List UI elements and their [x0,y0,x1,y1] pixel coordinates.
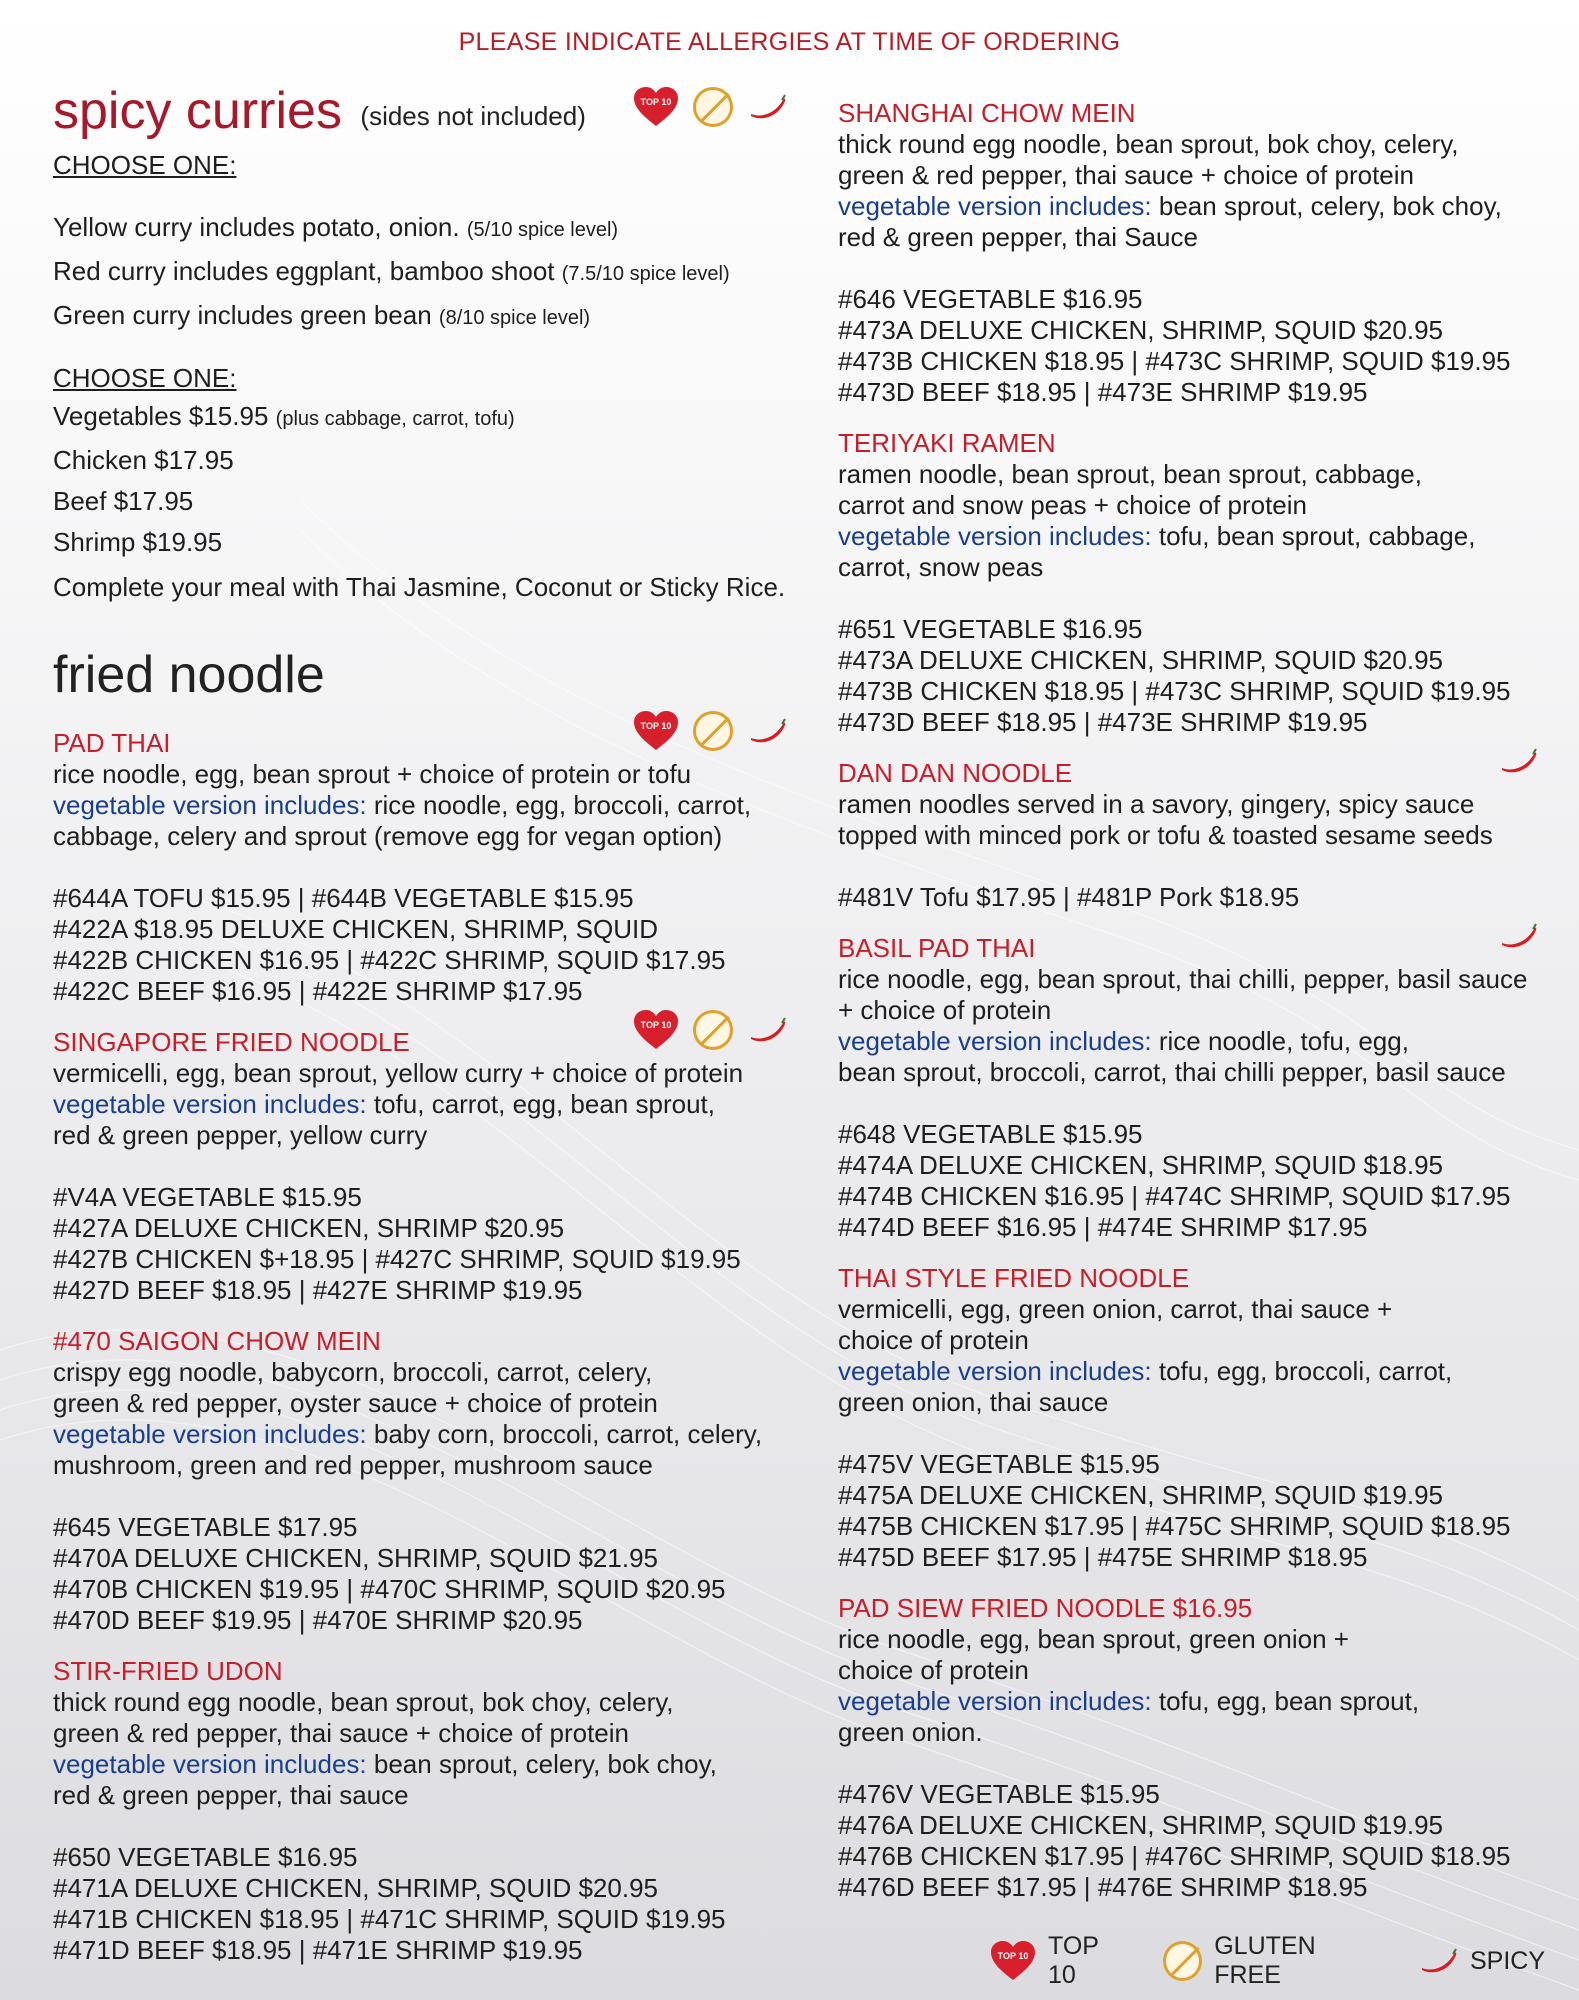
veg-version-label: vegetable version includes: [53,1089,367,1119]
curry-protein-text: Vegetables $15.95 [53,401,269,431]
price-line: #476V VEGETABLE $15.95 [838,1779,1160,1809]
dish-vegetable-version [53,1450,813,1481]
chili-pepper-icon [747,716,787,746]
dish-vegetable-version [53,1419,813,1450]
curry-complete-meal: Complete your meal with Thai Jasmine, Coconut or Sticky Rice. [53,572,786,602]
curries-title: spicy curries [53,82,342,140]
price-line: #476B CHICKEN $17.95 | #476C SHRIMP, SQUID $18.95 [838,1841,1511,1871]
price-line: #650 VEGETABLE $16.95 [53,1842,358,1872]
price-line: #475A DELUXE CHICKEN, SHRIMP, SQUID $19.95 [838,1480,1443,1510]
price-line: #V4A VEGETABLE $15.95 [53,1182,362,1212]
price-line: #422A $18.95 DELUXE CHICKEN, SHRIMP, SQUID [53,914,658,944]
dish-price-list [53,883,813,1007]
gluten-free-icon [1163,1941,1202,1981]
gluten-free-icon [693,1010,733,1050]
veg-version-text: rice noodle, egg, broccoli, carrot, [373,790,752,820]
curry-type-note: (5/10 spice level) [466,219,619,241]
dish-price-list [838,284,1566,408]
veg-version-text: tofu, carrot, egg, bean sprout, [373,1089,715,1119]
curry-protein-shrimp: Shrimp $19.95 [53,527,223,557]
dish-item [838,1263,1566,1573]
legend-top10 [990,1932,1129,1990]
dish-price-list [838,614,1566,738]
dish-vegetable-version [838,1057,1566,1088]
price-line: #474A DELUXE CHICKEN, SHRIMP, SQUID $18.95 [838,1150,1443,1180]
legend-gluten-free [1163,1932,1384,1990]
dish-description: ramen noodles served in a savory, gingery, spicy sauce [838,789,1475,819]
top10-heart-label: TOP 10 [997,1951,1029,1961]
dish-badges [1498,921,1538,951]
price-line: #471D BEEF $18.95 | #471E SHRIMP $19.95 [53,1935,583,1965]
top10-heart-icon [633,710,679,752]
dish-description: carrot and snow peas + choice of protein [838,490,1308,520]
dish-name: DAN DAN NOODLE [838,758,1073,788]
curry-type-text: Red curry includes eggplant, bamboo shoot [53,256,555,286]
curries-title-row [53,84,813,146]
veg-version-text: cabbage, celery and sprout (remove egg for vegan option) [53,821,723,851]
price-line: #470A DELUXE CHICKEN, SHRIMP, SQUID $21.95 [53,1543,658,1573]
price-line: #646 VEGETABLE $16.95 [838,284,1143,314]
dish-price-list [838,882,1566,913]
dish-vegetable-version [53,1089,813,1120]
price-line: #475B CHICKEN $17.95 | #475C SHRIMP, SQUID $18.95 [838,1511,1511,1541]
top10-heart-icon [633,86,679,128]
dish-vegetable-version [53,1780,813,1811]
dish-description: rice noodle, egg, bean sprout, thai chilli, pepper, basil sauce [838,964,1528,994]
dish-name: THAI STYLE FRIED NOODLE [838,1263,1190,1293]
veg-version-label: vegetable version includes: [838,191,1152,221]
chili-pepper-icon [1498,746,1538,776]
price-line: #473B CHICKEN $18.95 | #473C SHRIMP, SQUID $19.95 [838,676,1511,706]
price-line: #427B CHICKEN $+18.95 | #427C SHRIMP, SQUID $19.95 [53,1244,741,1274]
veg-version-text: bean sprout, celery, bok choy, [1158,191,1502,221]
dish-vegetable-version [838,1356,1566,1387]
dish-item [53,1656,813,1966]
dish-badges [633,710,787,752]
dish-item [838,758,1566,913]
price-line: #645 VEGETABLE $17.95 [53,1512,358,1542]
veg-version-text: rice noodle, tofu, egg, [1158,1026,1409,1056]
price-line: #422B CHICKEN $16.95 | #422C SHRIMP, SQUID $17.95 [53,945,726,975]
dish-vegetable-version [838,222,1566,253]
legend-spicy [1418,1946,1545,1976]
price-line: #473D BEEF $18.95 | #473E SHRIMP $19.95 [838,707,1368,737]
price-line: #474B CHICKEN $16.95 | #474C SHRIMP, SQUID $17.95 [838,1181,1511,1211]
price-line: #481V Tofu $17.95 | #481P Pork $18.95 [838,882,1300,912]
dish-vegetable-version [53,1749,813,1780]
chili-pepper-icon [1498,921,1538,951]
curry-protein-note: (plus cabbage, carrot, tofu) [275,408,515,430]
veg-version-text: bean sprout, celery, bok choy, [373,1749,717,1779]
dish-vegetable-version [838,191,1566,222]
price-line: #471B CHICKEN $18.95 | #471C SHRIMP, SQUID $19.95 [53,1904,726,1934]
dish-description: thick round egg noodle, bean sprout, bok choy, celery, [838,129,1459,159]
dish-item [838,98,1566,408]
top10-heart-icon [990,1940,1036,1982]
dish-description: vermicelli, egg, bean sprout, yellow curry + choice of protein [53,1058,744,1088]
price-line: #475V VEGETABLE $15.95 [838,1449,1160,1479]
allergy-banner: PLEASE INDICATE ALLERGIES AT TIME OF ORDERING [458,28,1121,56]
chili-pepper-icon [1418,1946,1458,1976]
curry-type-list [53,207,813,339]
dish-description: vermicelli, egg, green onion, carrot, thai sauce + [838,1294,1393,1324]
price-line: #473A DELUXE CHICKEN, SHRIMP, SQUID $20.95 [838,645,1443,675]
veg-version-text: mushroom, green and red pepper, mushroom sauce [53,1450,653,1480]
top10-heart-label: TOP 10 [640,97,672,107]
left-column [53,84,813,1986]
curries-badges [633,86,787,128]
dish-name: PAD THAI [53,728,171,758]
price-line: #427A DELUXE CHICKEN, SHRIMP $20.95 [53,1213,565,1243]
price-line: #473D BEEF $18.95 | #473E SHRIMP $19.95 [838,377,1368,407]
dish-description: thick round egg noodle, bean sprout, bok choy, celery, [53,1687,674,1717]
price-line: #476A DELUXE CHICKEN, SHRIMP, SQUID $19.95 [838,1810,1443,1840]
dish-description: + choice of protein [838,995,1052,1025]
veg-version-text: carrot, snow peas [838,552,1044,582]
price-line: #470D BEEF $19.95 | #470E SHRIMP $20.95 [53,1605,583,1635]
dish-price-list [838,1119,1566,1243]
veg-version-label: vegetable version includes: [53,790,367,820]
veg-version-text: baby corn, broccoli, carrot, celery, [373,1419,763,1449]
veg-version-label: vegetable version includes: [53,1419,367,1449]
veg-version-text: green onion, thai sauce [838,1387,1109,1417]
fried-noodle-title: fried noodle [53,646,325,704]
dish-item [53,1326,813,1636]
dish-name: SINGAPORE FRIED NOODLE [53,1027,410,1057]
price-line: #651 VEGETABLE $16.95 [838,614,1143,644]
legend [990,1932,1579,1990]
veg-version-label: vegetable version includes: [838,1026,1152,1056]
dish-description: choice of protein [838,1655,1029,1685]
dish-description: rice noodle, egg, bean sprout + choice of protein or tofu [53,759,692,789]
dish-price-list [53,1182,813,1306]
legend-top10-label: TOP 10 [1048,1932,1099,1989]
dish-name: SHANGHAI CHOW MEIN [838,98,1136,128]
veg-version-label: vegetable version includes: [53,1749,367,1779]
dish-vegetable-version [838,1026,1566,1057]
dish-vegetable-version [838,1387,1566,1418]
dish-vegetable-version [53,821,813,852]
dish-vegetable-version [838,521,1566,552]
curry-type-note: (7.5/10 spice level) [561,263,730,285]
price-line: #474D BEEF $16.95 | #474E SHRIMP $17.95 [838,1212,1368,1242]
curry-type-note: (8/10 spice level) [438,307,591,329]
dish-price-list [53,1512,813,1636]
dish-name: STIR-FRIED UDON [53,1656,283,1686]
price-line: #422C BEEF $16.95 | #422E SHRIMP $17.95 [53,976,583,1006]
curry-protein-chicken: Chicken $17.95 [53,445,234,475]
dish-price-list [53,1842,813,1966]
curry-choose-one-2: CHOOSE ONE: [53,363,237,393]
price-line: #476D BEEF $17.95 | #476E SHRIMP $18.95 [838,1872,1368,1902]
veg-version-text: red & green pepper, thai Sauce [838,222,1198,252]
curries-subtitle: (sides not included) [360,100,586,131]
top10-heart-label: TOP 10 [640,1020,672,1030]
curry-type-red [53,251,813,295]
legend-gluten-free-label: GLUTEN FREE [1214,1932,1316,1989]
veg-version-text: tofu, egg, bean sprout, [1158,1686,1420,1716]
gluten-free-icon [693,87,733,127]
chili-pepper-icon [747,92,787,122]
dish-price-list [838,1449,1566,1573]
dish-description: green & red pepper, thai sauce + choice of protein [838,160,1414,190]
curry-protein-beef: Beef $17.95 [53,486,194,516]
right-column [838,98,1566,1923]
left-dish-list [53,721,813,1966]
top10-heart-label: TOP 10 [640,721,672,731]
dish-item [53,721,813,1007]
price-line: #471A DELUXE CHICKEN, SHRIMP, SQUID $20.95 [53,1873,658,1903]
dish-name: BASIL PAD THAI [838,933,1036,963]
veg-version-text: green onion. [838,1717,983,1747]
price-line: #475D BEEF $17.95 | #475E SHRIMP $18.95 [838,1542,1368,1572]
dish-item [53,1020,813,1306]
dish-vegetable-version [838,1686,1566,1717]
veg-version-label: vegetable version includes: [838,1356,1152,1386]
curry-type-yellow [53,207,813,251]
dish-price-list [838,1779,1566,1903]
dish-vegetable-version [838,552,1566,583]
veg-version-text: tofu, bean sprout, cabbage, [1158,521,1476,551]
dish-item [838,1593,1566,1903]
dish-description: rice noodle, egg, bean sprout, green onion + [838,1624,1349,1654]
dish-description: crispy egg noodle, babycorn, broccoli, carrot, celery, [53,1357,653,1387]
dish-vegetable-version [838,1717,1566,1748]
top10-heart-icon [633,1009,679,1051]
price-line: #644A TOFU $15.95 | #644B VEGETABLE $15.95 [53,883,634,913]
dish-item [838,428,1566,738]
dish-description: choice of protein [838,1325,1029,1355]
right-dish-list [838,98,1566,1903]
price-line: #648 VEGETABLE $15.95 [838,1119,1143,1149]
price-line: #473A DELUXE CHICKEN, SHRIMP, SQUID $20.95 [838,315,1443,345]
veg-version-text: red & green pepper, thai sauce [53,1780,409,1810]
curry-protein-vegetables [53,396,813,440]
chili-pepper-icon [747,1015,787,1045]
curry-choose-one-1: CHOOSE ONE: [53,150,237,180]
veg-version-text: red & green pepper, yellow curry [53,1120,428,1150]
veg-version-label: vegetable version includes: [838,521,1152,551]
dish-name: TERIYAKI RAMEN [838,428,1056,458]
price-line: #473B CHICKEN $18.95 | #473C SHRIMP, SQUID $19.95 [838,346,1511,376]
veg-version-text: bean sprout, broccoli, carrot, thai chilli pepper, basil sauce [838,1057,1506,1087]
dish-badges [633,1009,787,1051]
curry-type-green [53,295,813,339]
veg-version-text: tofu, egg, broccoli, carrot, [1158,1356,1453,1386]
dish-name: #470 SAIGON CHOW MEIN [53,1326,381,1356]
dish-description: green & red pepper, oyster sauce + choice of protein [53,1388,658,1418]
curry-type-text: Yellow curry includes potato, onion. [53,212,460,242]
price-line: #470B CHICKEN $19.95 | #470C SHRIMP, SQUID $20.95 [53,1574,726,1604]
gluten-free-icon [693,711,733,751]
curry-protein-list [53,396,813,563]
dish-description: ramen noodle, bean sprout, bean sprout, cabbage, [838,459,1422,489]
dish-description: green & red pepper, thai sauce + choice of protein [53,1718,629,1748]
dish-vegetable-version [53,790,813,821]
veg-version-label: vegetable version includes: [838,1686,1152,1716]
dish-badges [1498,746,1538,776]
legend-spicy-label: SPICY [1469,1946,1545,1975]
dish-name: PAD SIEW FRIED NOODLE $16.95 [838,1593,1253,1623]
curry-type-text: Green curry includes green bean [53,300,432,330]
dish-vegetable-version [53,1120,813,1151]
price-line: #427D BEEF $18.95 | #427E SHRIMP $19.95 [53,1275,583,1305]
dish-description: topped with minced pork or tofu & toasted sesame seeds [838,820,1493,850]
dish-item [838,933,1566,1243]
